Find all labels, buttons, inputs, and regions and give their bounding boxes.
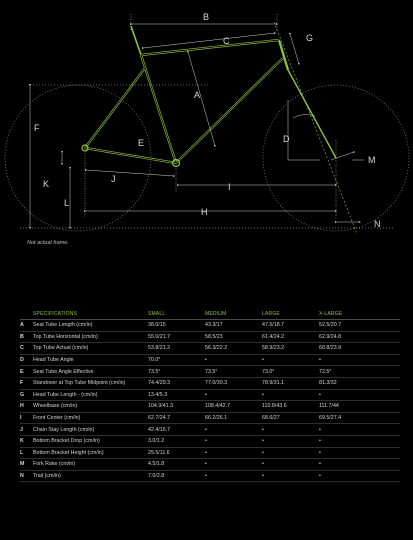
row-code: C bbox=[20, 345, 24, 352]
table-row bbox=[20, 413, 400, 425]
row-code: I bbox=[20, 415, 22, 422]
row-value: 104.9/41.3 bbox=[148, 403, 174, 410]
row-value: 77.0/30.3 bbox=[205, 380, 228, 387]
row-value: • bbox=[205, 357, 207, 364]
label-K: K bbox=[43, 179, 50, 189]
row-code: G bbox=[20, 391, 25, 398]
label-M: M bbox=[368, 155, 376, 165]
row-code: B bbox=[20, 333, 24, 340]
row-value: 69.5/27.4 bbox=[319, 415, 342, 422]
label-J: J bbox=[111, 174, 116, 184]
row-value: 62.9/24.8 bbox=[319, 333, 342, 340]
row-name: Seat Tube Length (cm/in) bbox=[33, 322, 93, 329]
row-code: L bbox=[20, 449, 24, 456]
row-value: • bbox=[262, 461, 264, 468]
fork bbox=[288, 70, 336, 158]
row-name: Bottom Bracket Drop (cm/in) bbox=[33, 438, 100, 445]
row-value: 52.5/20.7 bbox=[319, 322, 342, 329]
row-value: 4.5/1.8 bbox=[148, 461, 165, 468]
row-name: Head Tube Angle bbox=[33, 357, 74, 364]
table-row bbox=[20, 366, 400, 378]
row-code: J bbox=[20, 426, 23, 433]
label-G: G bbox=[306, 33, 314, 43]
row-value: 43.3/17 bbox=[205, 322, 223, 329]
row-code: A bbox=[20, 322, 24, 329]
row-value: 47.5/18.7 bbox=[262, 322, 285, 329]
table-row bbox=[20, 471, 400, 483]
row-value: • bbox=[262, 391, 264, 398]
row-value: • bbox=[205, 426, 207, 433]
row-value: • bbox=[205, 438, 207, 445]
frame bbox=[85, 26, 288, 163]
table-row bbox=[20, 332, 400, 344]
row-code: M bbox=[20, 461, 25, 468]
row-value: • bbox=[319, 449, 321, 456]
table-row bbox=[20, 436, 400, 448]
row-value: 58.5/23 bbox=[205, 333, 223, 340]
label-F: F bbox=[34, 123, 40, 133]
label-N: N bbox=[374, 219, 381, 229]
row-code: F bbox=[20, 380, 24, 387]
row-name: Top Tube Horizontal (cm/in) bbox=[33, 333, 98, 340]
row-value: 62.7/24.7 bbox=[148, 415, 171, 422]
label-B: B bbox=[203, 12, 210, 22]
row-value: 78.9/31.1 bbox=[262, 380, 285, 387]
row-value: 70.0° bbox=[148, 357, 161, 364]
row-value: 111.7/44 bbox=[319, 403, 339, 410]
table-row bbox=[20, 448, 400, 460]
row-value: 73.5° bbox=[148, 368, 161, 375]
label-H: H bbox=[201, 207, 208, 217]
row-value: 81.3/32 bbox=[319, 380, 337, 387]
row-value: 53.8/21.2 bbox=[148, 345, 171, 352]
row-value: 74.4/29.3 bbox=[148, 380, 171, 387]
row-value: 58.9/23.2 bbox=[262, 345, 285, 352]
row-value: • bbox=[262, 438, 264, 445]
row-value: 110.8/43.6 bbox=[262, 403, 287, 410]
row-value: 60.8/23.9 bbox=[319, 345, 342, 352]
row-value: • bbox=[319, 391, 321, 398]
table-row bbox=[20, 459, 400, 471]
row-code: H bbox=[20, 403, 24, 410]
row-name: Chain Stay Length (cm/in) bbox=[33, 426, 95, 433]
row-value: • bbox=[319, 461, 321, 468]
row-name: Bottom Bracket Height (cm/in) bbox=[33, 449, 104, 456]
label-I: I bbox=[228, 182, 231, 192]
row-value: • bbox=[262, 426, 264, 433]
row-value: 56.3/22.2 bbox=[205, 345, 228, 352]
row-name: Top Tube Actual (cm/in) bbox=[33, 345, 89, 352]
row-code: N bbox=[20, 473, 24, 480]
row-value: 108.4/42.7 bbox=[205, 403, 231, 410]
row-value: • bbox=[319, 357, 321, 364]
header-specifications: SPECIFICATIONS bbox=[33, 310, 78, 317]
row-value: • bbox=[205, 391, 207, 398]
row-name: Front Center (cm/in) bbox=[33, 415, 81, 422]
row-value: 29.5/11.6 bbox=[148, 449, 170, 456]
row-code: D bbox=[20, 357, 24, 364]
row-name: Wheelbase (cm/in) bbox=[33, 403, 78, 410]
row-value: 61.4/24.2 bbox=[262, 333, 285, 340]
table-row bbox=[20, 355, 400, 367]
row-value: • bbox=[262, 449, 264, 456]
table-row bbox=[20, 401, 400, 413]
row-value: 42.4/16.7 bbox=[148, 426, 171, 433]
row-code: E bbox=[20, 368, 24, 375]
table-row bbox=[20, 320, 400, 332]
row-value: • bbox=[319, 473, 321, 480]
row-value: 55.0/21.7 bbox=[148, 333, 171, 340]
label-L: L bbox=[64, 198, 70, 208]
row-name: Standover at Top Tube Midpoint (cm/in) bbox=[33, 380, 126, 387]
bike-geometry-diagram bbox=[0, 0, 413, 240]
table-row bbox=[20, 343, 400, 355]
row-value: • bbox=[262, 473, 264, 480]
label-C: C bbox=[223, 36, 230, 46]
row-value: 7.0/2.8 bbox=[148, 473, 165, 480]
row-value: • bbox=[205, 473, 207, 480]
header-large: LARGE bbox=[262, 310, 280, 317]
row-value: • bbox=[319, 426, 321, 433]
rear-wheel bbox=[5, 85, 151, 231]
row-value: 68.6/27 bbox=[262, 415, 280, 422]
row-value: 3.0/1.2 bbox=[148, 438, 165, 445]
table-row bbox=[20, 424, 400, 436]
row-value: • bbox=[205, 449, 207, 456]
header-medium: MEDIUM bbox=[205, 310, 227, 317]
diagram-note: Not actual frame. bbox=[27, 240, 69, 246]
row-value: 38.0/15 bbox=[148, 322, 166, 329]
row-value: • bbox=[205, 461, 207, 468]
label-D: D bbox=[283, 134, 290, 144]
row-code: K bbox=[20, 438, 24, 445]
geometry-table bbox=[20, 308, 400, 482]
row-name: Fork Rake (cm/in) bbox=[33, 461, 76, 468]
row-value: 73.0° bbox=[262, 368, 275, 375]
row-value: 73.5° bbox=[205, 368, 218, 375]
row-value: 66.2/26.1 bbox=[205, 415, 228, 422]
header-small: SMALL bbox=[148, 310, 166, 317]
table-header bbox=[20, 308, 400, 320]
header-x-large: X-LARGE bbox=[319, 310, 343, 317]
row-name: Seat Tube Angle Effective bbox=[33, 368, 94, 375]
table-row bbox=[20, 390, 400, 402]
row-name: Trail (cm/in) bbox=[33, 473, 61, 480]
row-name: Head Tube Length - (cm/in) bbox=[33, 391, 98, 398]
row-value: 72.5° bbox=[319, 368, 332, 375]
label-E: E bbox=[138, 138, 145, 148]
row-value: • bbox=[319, 438, 321, 445]
row-value: 13.4/5.3 bbox=[148, 391, 168, 398]
label-A: A bbox=[194, 90, 201, 100]
table-row bbox=[20, 378, 400, 390]
row-value: • bbox=[262, 357, 264, 364]
